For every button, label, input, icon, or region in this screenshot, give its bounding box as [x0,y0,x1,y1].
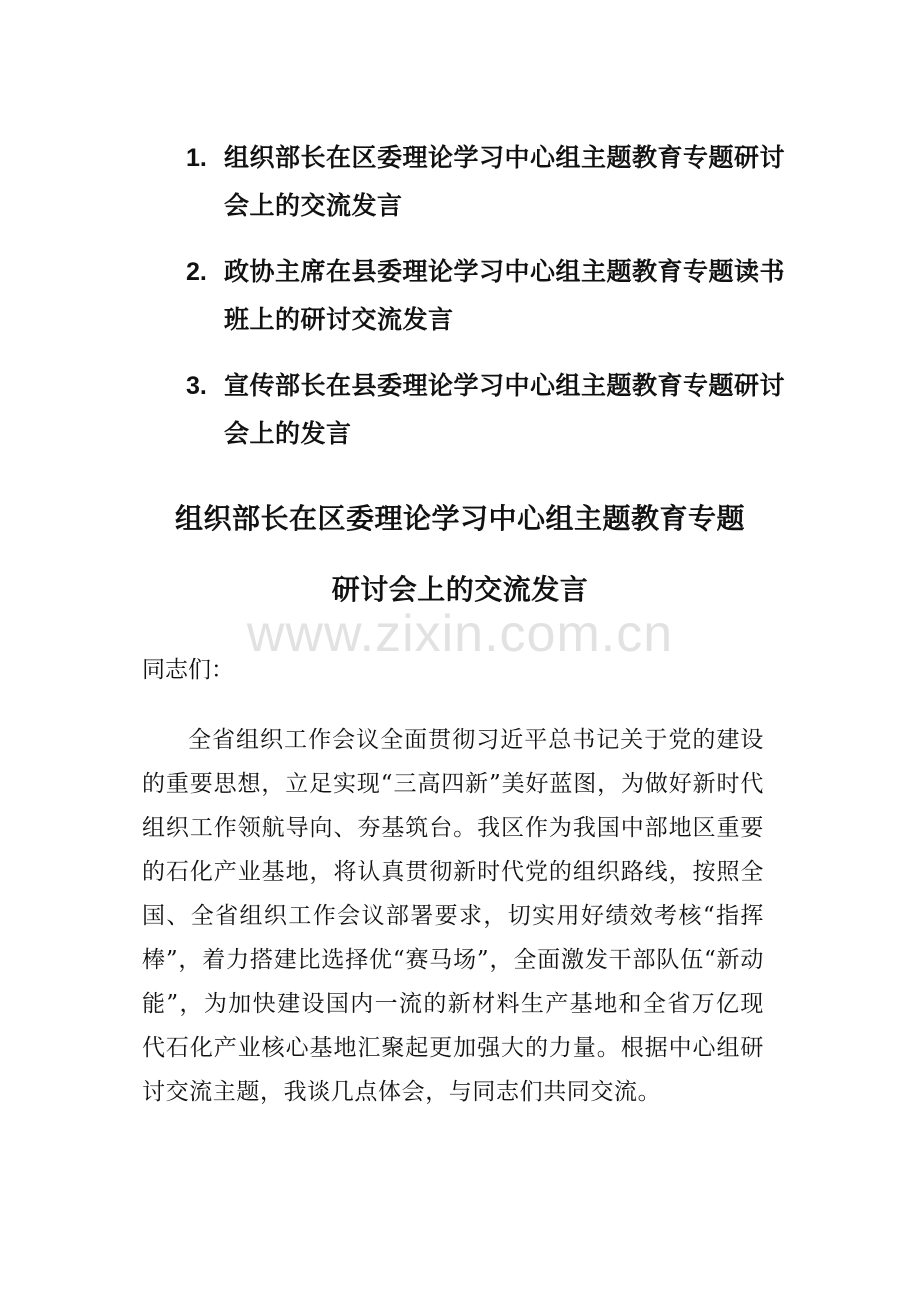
document-title-line-1: 组织部长在区委理论学习中心组主题教育专题 [174,502,745,535]
body-paragraph: 全省组织工作会议全面贯彻习近平总书记关于党的建设的重要思想，立足实现“三高四新”美好蓝图，为做好新时代组织工作领航导向、夯基筑台。我区作为我国中部地区重要的石化产业基地，将认真贯彻新时代党的组织路线，按照全国、全省组织工作会议部署要求，切实用好绩效考核“指挥棒”，着力搭建比选择优“赛马场”，全面激发干部队伍“新动能”，为加快建设国内一流的新材料生产基地和全省万亿现代石化产业核心基地汇聚起更加强大的力量。根据中心组研讨交流主题，我谈几点体会，与同志们共同交流。 [142,727,764,1105]
document-title-line-2: 研讨会上的交流发言 [331,573,589,606]
toc-item[interactable] [186,248,786,344]
toc-item-text: 组织部长在区委理论学习中心组主题教育专题研讨会上的交流发言 [224,143,786,220]
toc-item-number: 3. [186,372,207,400]
salutation: 同志们： [142,657,234,683]
toc-item-text: 政协主席在县委理论学习中心组主题教育专题读书班上的研讨交流发言 [224,257,786,334]
toc-item[interactable] [186,362,786,458]
table-of-contents [186,134,786,476]
toc-item-number: 2. [186,258,207,286]
toc-item-number: 1. [186,144,207,172]
watermark: www.zixin.com.cn [246,605,674,663]
toc-item[interactable] [186,134,786,230]
toc-item-text: 宣传部长在县委理论学习中心组主题教育专题研讨会上的发言 [224,371,786,448]
